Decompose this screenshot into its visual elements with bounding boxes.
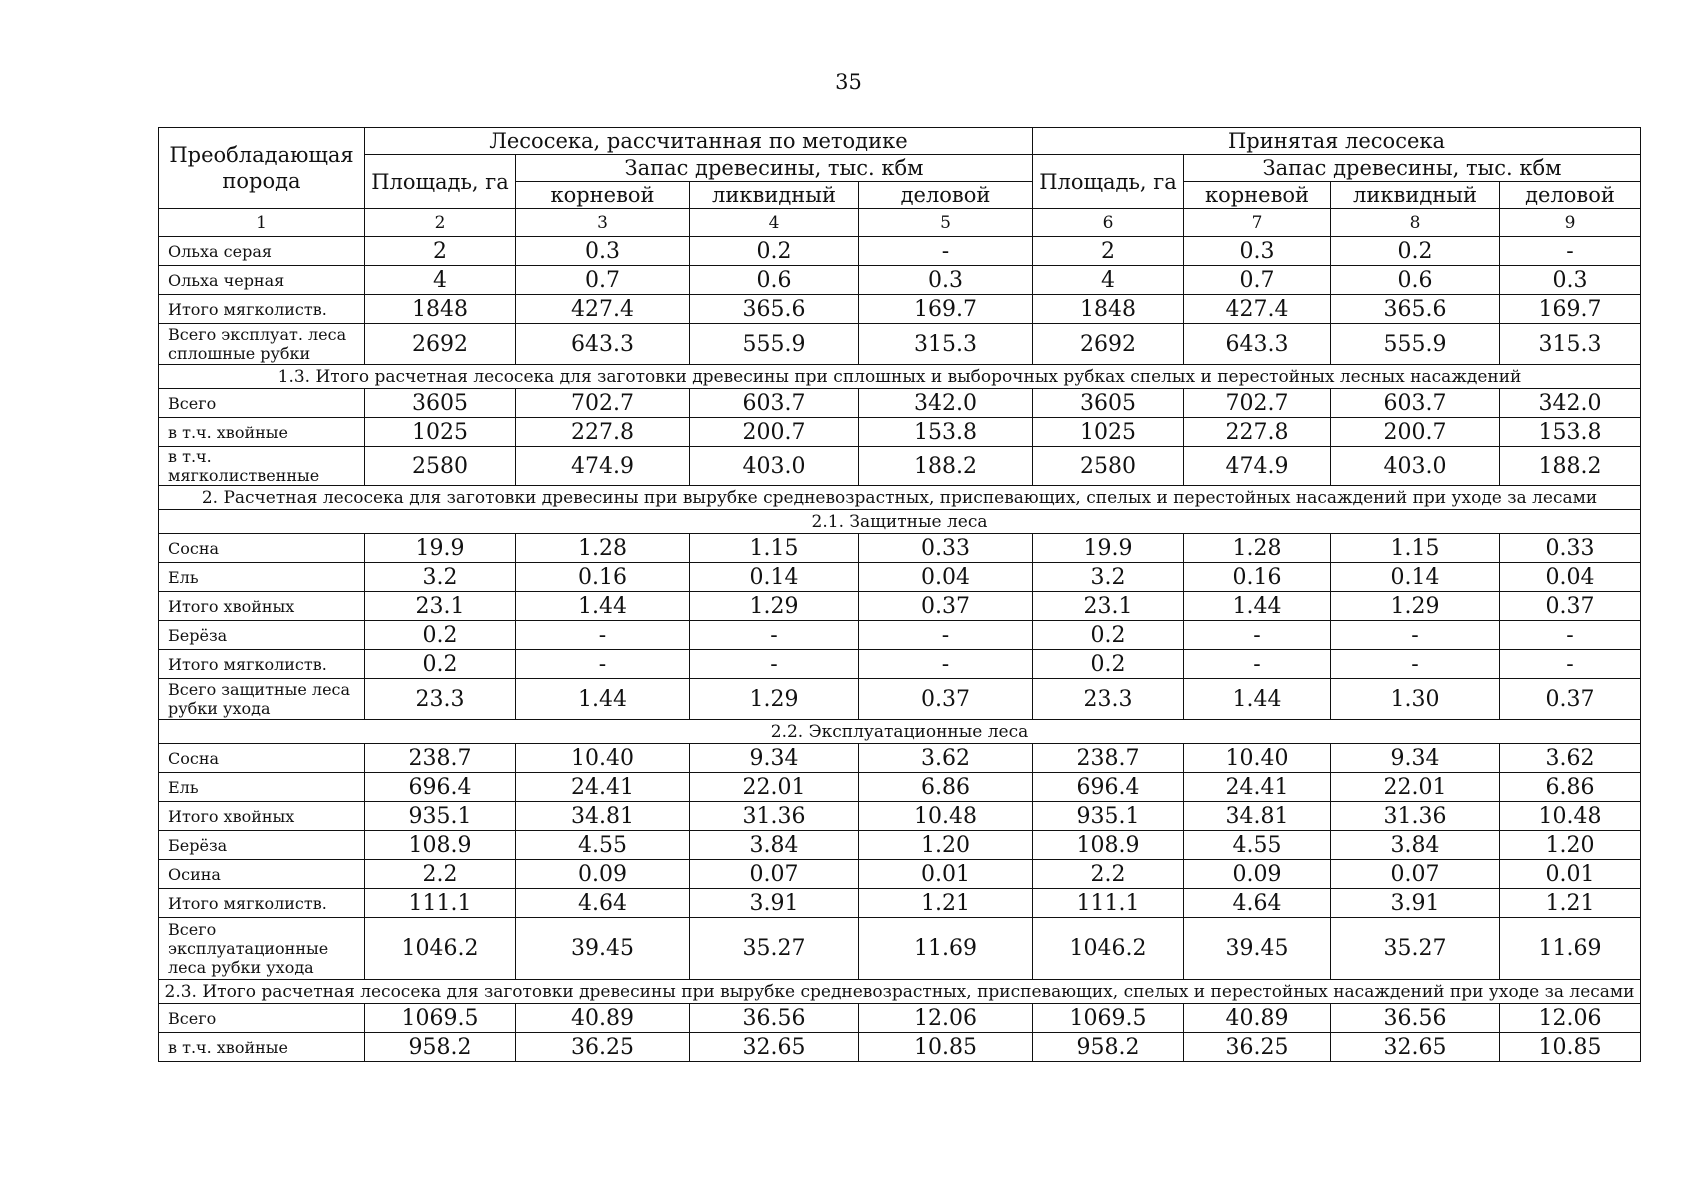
- table-cell: 1.29: [690, 679, 859, 720]
- table-cell: 935.1: [365, 802, 516, 831]
- table-cell: 11.69: [859, 918, 1033, 980]
- table-cell: 3.84: [1331, 831, 1500, 860]
- table-cell: 0.16: [516, 563, 690, 592]
- table-cell: 39.45: [516, 918, 690, 980]
- table-cell: -: [516, 621, 690, 650]
- table-cell: 35.27: [1331, 918, 1500, 980]
- table-cell: 0.09: [1184, 860, 1331, 889]
- table-cell: 2692: [365, 324, 516, 365]
- table-cell: 227.8: [516, 418, 690, 447]
- table-cell: 0.16: [1184, 563, 1331, 592]
- table-cell: 1046.2: [1033, 918, 1184, 980]
- row-label: Ель: [159, 563, 365, 592]
- table-cell: 427.4: [516, 295, 690, 324]
- table-cell: 1.21: [859, 889, 1033, 918]
- table-cell: 365.6: [690, 295, 859, 324]
- table-cell: 0.7: [516, 266, 690, 295]
- table-cell: 0.3: [1500, 266, 1641, 295]
- row-label: Ольха черная: [159, 266, 365, 295]
- table-cell: 1.30: [1331, 679, 1500, 720]
- header-liquid: ликвидный: [1331, 182, 1500, 209]
- table-row: [159, 418, 1641, 447]
- row-label: Берёза: [159, 621, 365, 650]
- header-root: корневой: [516, 182, 690, 209]
- section-header-row: [159, 720, 1641, 744]
- table-cell: 32.65: [1331, 1033, 1500, 1062]
- row-label: Всего: [159, 389, 365, 418]
- table-cell: 40.89: [516, 1004, 690, 1033]
- column-number: 3: [516, 209, 690, 237]
- table-cell: 696.4: [1033, 773, 1184, 802]
- table-cell: 10.85: [859, 1033, 1033, 1062]
- table-cell: 108.9: [365, 831, 516, 860]
- table-row: [159, 831, 1641, 860]
- column-numbers-row: [159, 209, 1641, 237]
- table-row: [159, 266, 1641, 295]
- section-header-row: [159, 486, 1641, 510]
- row-label: Итого мягколиств.: [159, 650, 365, 679]
- table-cell: -: [690, 650, 859, 679]
- section-header-row: [159, 510, 1641, 534]
- table-cell: 1.20: [1500, 831, 1641, 860]
- column-number: 2: [365, 209, 516, 237]
- table-cell: 36.56: [1331, 1004, 1500, 1033]
- table-cell: 2: [365, 237, 516, 266]
- row-label: Осина: [159, 860, 365, 889]
- table-cell: 35.27: [690, 918, 859, 980]
- table-row: [159, 860, 1641, 889]
- table-cell: 2: [1033, 237, 1184, 266]
- header-stock: Запас древесины, тыс. кбм: [1184, 155, 1641, 182]
- table-cell: 315.3: [1500, 324, 1641, 365]
- table-cell: 24.41: [1184, 773, 1331, 802]
- table-cell: 0.6: [1331, 266, 1500, 295]
- table-cell: 4.64: [1184, 889, 1331, 918]
- column-number: 4: [690, 209, 859, 237]
- table-cell: 188.2: [1500, 447, 1641, 486]
- table-cell: 1.44: [1184, 679, 1331, 720]
- table-body: [159, 237, 1641, 1062]
- column-number: 8: [1331, 209, 1500, 237]
- table-cell: 108.9: [1033, 831, 1184, 860]
- section-title: 2.1. Защитные леса: [159, 510, 1641, 534]
- table-cell: 0.04: [1500, 563, 1641, 592]
- page-number: 35: [835, 70, 862, 94]
- table-cell: 12.06: [1500, 1004, 1641, 1033]
- table-cell: 1.28: [1184, 534, 1331, 563]
- table-cell: 169.7: [859, 295, 1033, 324]
- table-cell: 603.7: [1331, 389, 1500, 418]
- table-cell: 0.01: [1500, 860, 1641, 889]
- table-cell: -: [690, 621, 859, 650]
- table-cell: 0.37: [859, 679, 1033, 720]
- table-cell: 6.86: [1500, 773, 1641, 802]
- header-business: деловой: [1500, 182, 1641, 209]
- table-cell: 0.07: [690, 860, 859, 889]
- row-label: в т.ч. мягколиственные: [159, 447, 365, 486]
- table-cell: 342.0: [859, 389, 1033, 418]
- table-cell: 34.81: [1184, 802, 1331, 831]
- table-cell: 3.62: [859, 744, 1033, 773]
- header-area: Площадь, га: [365, 155, 516, 209]
- table-cell: 342.0: [1500, 389, 1641, 418]
- table-cell: 1.15: [690, 534, 859, 563]
- table-cell: 3.2: [365, 563, 516, 592]
- table-cell: 1.44: [516, 679, 690, 720]
- table-cell: 1.15: [1331, 534, 1500, 563]
- table-cell: 3605: [1033, 389, 1184, 418]
- table-cell: 36.56: [690, 1004, 859, 1033]
- row-label: в т.ч. хвойные: [159, 418, 365, 447]
- table-cell: 474.9: [1184, 447, 1331, 486]
- header-root: корневой: [1184, 182, 1331, 209]
- table-cell: 23.3: [365, 679, 516, 720]
- table-cell: 2580: [365, 447, 516, 486]
- table-cell: 0.2: [690, 237, 859, 266]
- table-row: [159, 918, 1641, 980]
- table-cell: 0.04: [859, 563, 1033, 592]
- table-cell: 702.7: [1184, 389, 1331, 418]
- table-row: [159, 1004, 1641, 1033]
- table-cell: 2.2: [1033, 860, 1184, 889]
- table-cell: 0.2: [365, 650, 516, 679]
- table-cell: 24.41: [516, 773, 690, 802]
- table-cell: 0.01: [859, 860, 1033, 889]
- table-cell: 4.64: [516, 889, 690, 918]
- table-cell: 0.2: [365, 621, 516, 650]
- table-cell: 153.8: [859, 418, 1033, 447]
- table-cell: 958.2: [1033, 1033, 1184, 1062]
- table-row: [159, 650, 1641, 679]
- table-cell: 1.29: [690, 592, 859, 621]
- table-cell: 0.3: [516, 237, 690, 266]
- table-cell: 702.7: [516, 389, 690, 418]
- table-cell: 1.28: [516, 534, 690, 563]
- table-row: [159, 447, 1641, 486]
- table-cell: 111.1: [365, 889, 516, 918]
- row-label: Всего защитные леса рубки ухода: [159, 679, 365, 720]
- row-label: Итого мягколиств.: [159, 295, 365, 324]
- table-row: [159, 563, 1641, 592]
- table-cell: 935.1: [1033, 802, 1184, 831]
- table-cell: 11.69: [1500, 918, 1641, 980]
- table-cell: 31.36: [690, 802, 859, 831]
- table-row: [159, 802, 1641, 831]
- row-label: Сосна: [159, 744, 365, 773]
- table-cell: 188.2: [859, 447, 1033, 486]
- table-cell: -: [859, 237, 1033, 266]
- table-cell: 40.89: [1184, 1004, 1331, 1033]
- table-cell: 22.01: [690, 773, 859, 802]
- table-cell: 31.36: [1331, 802, 1500, 831]
- table-cell: 34.81: [516, 802, 690, 831]
- table-cell: 1069.5: [365, 1004, 516, 1033]
- row-label: Сосна: [159, 534, 365, 563]
- table-cell: 1848: [365, 295, 516, 324]
- table-cell: 111.1: [1033, 889, 1184, 918]
- table-cell: 0.3: [859, 266, 1033, 295]
- table-cell: 1046.2: [365, 918, 516, 980]
- table-cell: 696.4: [365, 773, 516, 802]
- table-cell: 0.37: [859, 592, 1033, 621]
- section-title: 2.2. Эксплуатационные леса: [159, 720, 1641, 744]
- table-cell: 23.3: [1033, 679, 1184, 720]
- table-cell: 12.06: [859, 1004, 1033, 1033]
- table-cell: 1025: [1033, 418, 1184, 447]
- table-cell: 169.7: [1500, 295, 1641, 324]
- table-cell: 427.4: [1184, 295, 1331, 324]
- table-cell: 643.3: [1184, 324, 1331, 365]
- table-cell: 1.21: [1500, 889, 1641, 918]
- table-cell: 0.37: [1500, 679, 1641, 720]
- table-cell: 1069.5: [1033, 1004, 1184, 1033]
- header-species: Преобладающая порода: [159, 128, 365, 209]
- table-cell: 10.48: [1500, 802, 1641, 831]
- table-cell: -: [859, 650, 1033, 679]
- table-cell: 0.3: [1184, 237, 1331, 266]
- table-cell: 315.3: [859, 324, 1033, 365]
- table-cell: 3.91: [1331, 889, 1500, 918]
- table-cell: 4: [1033, 266, 1184, 295]
- table-cell: 32.65: [690, 1033, 859, 1062]
- row-label: Ольха серая: [159, 237, 365, 266]
- table-cell: 2580: [1033, 447, 1184, 486]
- table-cell: 3.91: [690, 889, 859, 918]
- table-cell: 1.29: [1331, 592, 1500, 621]
- table-row: [159, 1033, 1641, 1062]
- table-cell: 23.1: [1033, 592, 1184, 621]
- table-cell: 0.2: [1033, 650, 1184, 679]
- table-cell: -: [1500, 237, 1641, 266]
- table-row: [159, 679, 1641, 720]
- table-cell: 3.2: [1033, 563, 1184, 592]
- section-title: 2.3. Итого расчетная лесосека для заготовки древесины при вырубке средневозрастных, приспевающих, спелых и перестойных насаждений при уходе за лесами: [159, 980, 1641, 1004]
- row-label: Всего: [159, 1004, 365, 1033]
- table-cell: 238.7: [365, 744, 516, 773]
- table-cell: 200.7: [690, 418, 859, 447]
- table-cell: -: [516, 650, 690, 679]
- table-cell: 200.7: [1331, 418, 1500, 447]
- section-header-row: [159, 980, 1641, 1004]
- table-cell: 10.85: [1500, 1033, 1641, 1062]
- table-cell: 227.8: [1184, 418, 1331, 447]
- table-cell: 0.2: [1331, 237, 1500, 266]
- table-row: [159, 889, 1641, 918]
- table-cell: 0.14: [1331, 563, 1500, 592]
- table-cell: 643.3: [516, 324, 690, 365]
- table-header: [159, 128, 1641, 237]
- table-cell: 10.40: [516, 744, 690, 773]
- table-cell: 23.1: [365, 592, 516, 621]
- table-cell: 1.44: [1184, 592, 1331, 621]
- column-number: 9: [1500, 209, 1641, 237]
- column-number: 1: [159, 209, 365, 237]
- table-cell: 555.9: [690, 324, 859, 365]
- table-cell: 1025: [365, 418, 516, 447]
- table-row: [159, 773, 1641, 802]
- header-group-accepted: Принятая лесосека: [1033, 128, 1641, 155]
- table-cell: -: [1500, 650, 1641, 679]
- section-header-row: [159, 365, 1641, 389]
- table-cell: 10.48: [859, 802, 1033, 831]
- section-title: 1.3. Итого расчетная лесосека для заготовки древесины при сплошных и выборочных рубках спелых и перестойных лесных насаждений: [159, 365, 1641, 389]
- table-cell: 9.34: [1331, 744, 1500, 773]
- table-cell: 2.2: [365, 860, 516, 889]
- table-cell: 10.40: [1184, 744, 1331, 773]
- table-cell: 403.0: [1331, 447, 1500, 486]
- row-label: Итого хвойных: [159, 802, 365, 831]
- header-liquid: ликвидный: [690, 182, 859, 209]
- table-row: [159, 592, 1641, 621]
- table-cell: 0.6: [690, 266, 859, 295]
- table-cell: 1.44: [516, 592, 690, 621]
- table-row: [159, 237, 1641, 266]
- header-group-calculated: Лесосека, рассчитанная по методике: [365, 128, 1033, 155]
- table-cell: 1848: [1033, 295, 1184, 324]
- table-cell: 0.7: [1184, 266, 1331, 295]
- column-number: 7: [1184, 209, 1331, 237]
- table-cell: 365.6: [1331, 295, 1500, 324]
- table-cell: 19.9: [1033, 534, 1184, 563]
- table-cell: 0.14: [690, 563, 859, 592]
- table-cell: 0.09: [516, 860, 690, 889]
- column-number: 5: [859, 209, 1033, 237]
- table-cell: 0.33: [1500, 534, 1641, 563]
- table-cell: -: [1500, 621, 1641, 650]
- table-cell: 9.34: [690, 744, 859, 773]
- table-cell: 4.55: [1184, 831, 1331, 860]
- table-cell: 0.33: [859, 534, 1033, 563]
- table-cell: 3.84: [690, 831, 859, 860]
- header-area: Площадь, га: [1033, 155, 1184, 209]
- table-cell: 4.55: [516, 831, 690, 860]
- table-cell: 238.7: [1033, 744, 1184, 773]
- table-row: [159, 621, 1641, 650]
- table-cell: -: [1184, 621, 1331, 650]
- row-label: Итого мягколиств.: [159, 889, 365, 918]
- table-cell: 6.86: [859, 773, 1033, 802]
- table-cell: 0.2: [1033, 621, 1184, 650]
- table-cell: 555.9: [1331, 324, 1500, 365]
- table-cell: 3605: [365, 389, 516, 418]
- table-cell: 39.45: [1184, 918, 1331, 980]
- table-cell: 19.9: [365, 534, 516, 563]
- row-label: Всего эксплуатационные леса рубки ухода: [159, 918, 365, 980]
- table-cell: 3.62: [1500, 744, 1641, 773]
- table-cell: 0.07: [1331, 860, 1500, 889]
- table-row: [159, 324, 1641, 365]
- column-number: 6: [1033, 209, 1184, 237]
- table-cell: -: [859, 621, 1033, 650]
- cutting-area-table: [158, 127, 1641, 1062]
- table-cell: 603.7: [690, 389, 859, 418]
- table-cell: 958.2: [365, 1033, 516, 1062]
- table-cell: -: [1331, 621, 1500, 650]
- table-cell: 36.25: [1184, 1033, 1331, 1062]
- table-cell: 153.8: [1500, 418, 1641, 447]
- table-cell: 4: [365, 266, 516, 295]
- table-cell: 22.01: [1331, 773, 1500, 802]
- row-label: Ель: [159, 773, 365, 802]
- header-stock: Запас древесины, тыс. кбм: [516, 155, 1033, 182]
- header-business: деловой: [859, 182, 1033, 209]
- table-cell: 1.20: [859, 831, 1033, 860]
- table-cell: 403.0: [690, 447, 859, 486]
- table-row: [159, 295, 1641, 324]
- row-label: Всего эксплуат. леса сплошные рубки: [159, 324, 365, 365]
- table-cell: -: [1184, 650, 1331, 679]
- row-label: Берёза: [159, 831, 365, 860]
- section-title: 2. Расчетная лесосека для заготовки древесины при вырубке средневозрастных, приспевающих, спелых и перестойных насаждений при уходе за лесами: [159, 486, 1641, 510]
- table-cell: 2692: [1033, 324, 1184, 365]
- table-cell: -: [1331, 650, 1500, 679]
- table-row: [159, 744, 1641, 773]
- row-label: в т.ч. хвойные: [159, 1033, 365, 1062]
- table-cell: 36.25: [516, 1033, 690, 1062]
- table-row: [159, 534, 1641, 563]
- row-label: Итого хвойных: [159, 592, 365, 621]
- table-cell: 0.37: [1500, 592, 1641, 621]
- table-cell: 474.9: [516, 447, 690, 486]
- table-row: [159, 389, 1641, 418]
